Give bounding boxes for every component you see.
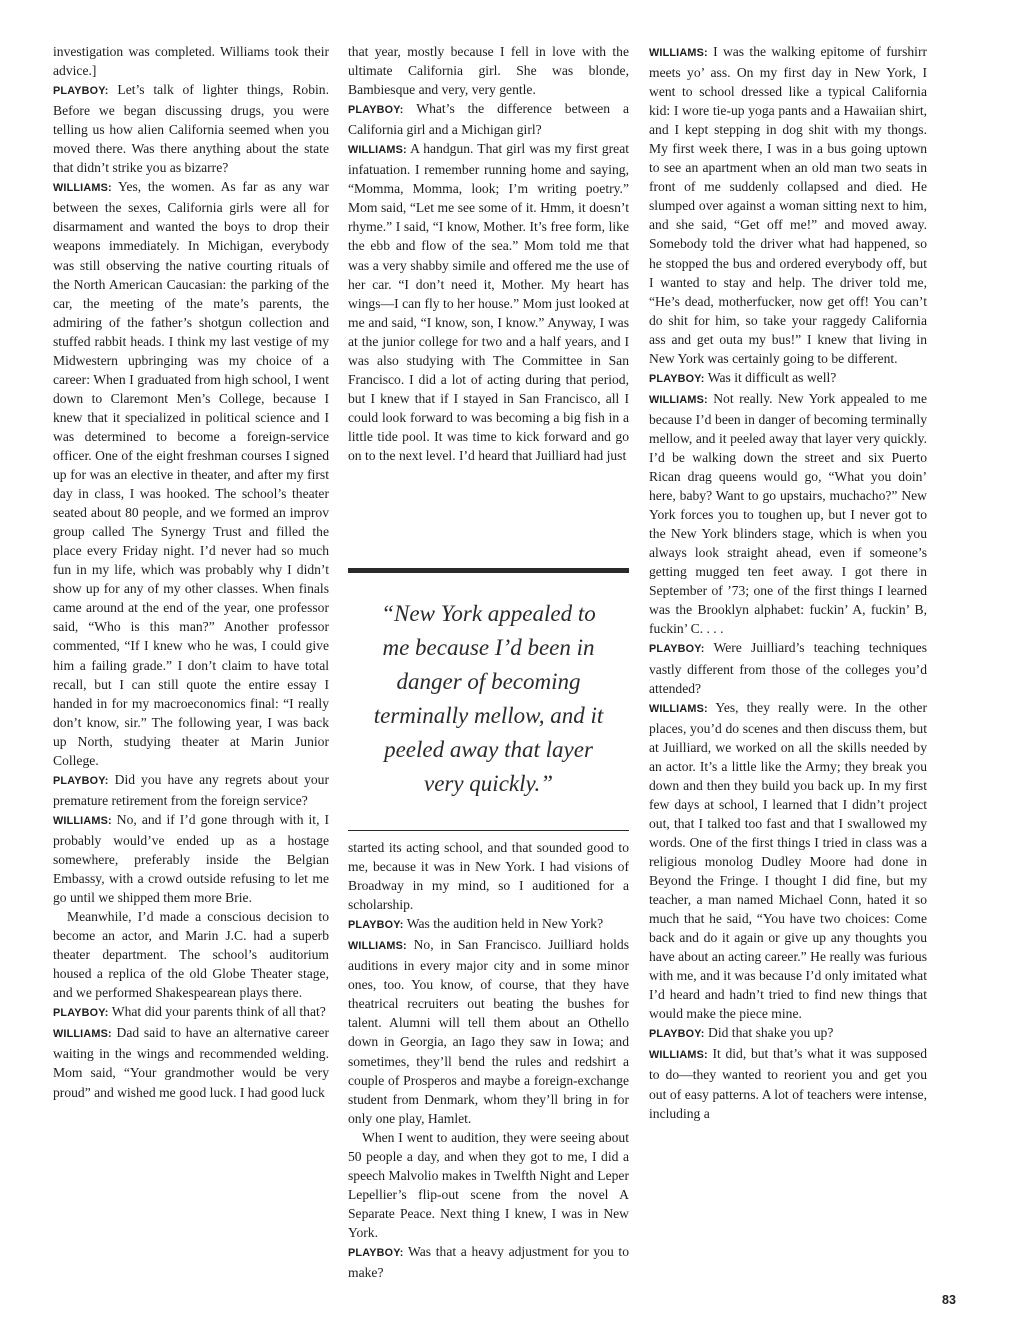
speaker-label: PLAYBOY:	[649, 372, 705, 385]
paragraph-text: No, in San Francisco. Juilliard holds auditions in every major city and in some minor ones, too. You know, of course, that they have theatrical recruiters out beating the bushes for talent. Alumni will tell them about an Othello down in Georgia, an Iago they saw in Iowa; and sometimes, they’ll bend the rules and redshirt a couple of Prosperos and maybe a foreign-exchange student from Denmark, whom they’ll bring in for only one play, Hamlet.	[348, 937, 629, 1126]
paragraph-text: What’s the difference between a California girl and a Michigan girl?	[348, 101, 629, 138]
paragraph-text: started its acting school, and that sounded good to me, because it was in New York. I had visions of Broadway in my mind, so I auditioned for a scholarship.	[348, 840, 629, 913]
speaker-label: WILLIAMS:	[53, 1028, 112, 1041]
paragraph-text: A handgun. That girl was my first great infatuation. I remember running home and saying, “Momma, Momma, look; I’m writing poetry.” Mom said, “Let me see some of it. Hmm, it doesn’t rhyme.” I said, “I know, Mother. It’s free form, like the ebb and flow of the sea.” Mom told me that was a very shabby simile and offered me the use of her car. “I don’t need it, Mother. My heart has wings—I can fly to her house.” Mom just looked at me and said, “I know, son, I know.” Anyway, I was at the junior college for two and a half years, and I was also studying with The Committee in San Francisco. I did a lot of acting during that period, but I knew that if I stayed in San Francisco, all I could look forward to was becoming a big fish in a little tide pool. It was time to kick forward and go on to the next level. I’d heard that Juilliard had just	[348, 141, 629, 463]
page-number: 83	[942, 1293, 956, 1307]
paragraph-text: When I went to audition, they were seeing about 50 people a day, and when they got to me, I did a speech Malvolio makes in Twelfth Night and Leper Lepellier’s flip-out scene from the novel A Separate Peace. Next thing I knew, I was in New York.	[348, 1129, 629, 1240]
text-column-2-top	[348, 42, 629, 465]
paragraph-text: Was that a heavy adjustment for you to make?	[348, 1243, 630, 1281]
paragraph	[53, 907, 329, 1002]
speaker-label: WILLIAMS:	[53, 814, 112, 827]
paragraph-text: Yes, they really were. In the other places, you’d do scenes and then discuss them, but at Juilliard, we worked on all the skills needed by an actor. It’s a little like the Army; they break you down and then they build you back up. In my first few days at school, I learned that I didn’t project out, that I talked too fast and that I swallowed my words. One of the first things I tried in class was a religious monolog Dudley Moore had done in Beyond the Fringe. I thought I did fine, but my teacher, a man named Michael Conn, hated it so much that he said, “You have two choices: Come back and do it again or give up any thoughts you have about an acting career.” He really was furious with me, and it was because I’d only imitated what I’d heard and hadn’t tried to find new things that would make the piece mine.	[649, 699, 927, 1022]
text-column-2-bottom	[348, 838, 629, 1282]
paragraph-text: It did, but that’s what it was supposed to do—they wanted to reorient you and get you out of easy patterns. A lot of teachers were intense, including a	[649, 1046, 927, 1121]
speaker-label: PLAYBOY:	[348, 919, 404, 932]
paragraph-text: Yes, the women. As far as any war between the sexes, California girls were all for disarmament and wanted the boys to drop their weapons immediately. In Michigan, everybody was still observing the native courting rituals of the North American Caucasian: the parking of the car, the meeting of the mate’s parents, the admiring of the father’s shotgun collection and stuffed rabbit heads. I think my last vestige of my Midwestern upbringing was my choice of a career: When I graduated from high school, I went down to Claremont Men’s College, because I knew that it specialized in political science and I was determined to become a foreign-service officer. One of the eight freshman courses I signed up for was an elective in theater, and after my first day in class, I was hooked. The school’s theater seated about 80 people, and we formed an improv group called The Synergy Trust and filled the place every Friday night. I’d never had so much fun in my life, which was probably why I didn’t show up for any of my other classes. When finals came around at the end of the year, one professor said, “Who is this man?” Another professor commented, “If I knew who he was, I could give him a failing grade.” I don’t claim to have total recall, but I can still quote the entire essay I handed in for my macroeconomics final: “I really don’t know, sir.” The following year, I was back up North, studying theater at Marin Junior College.	[53, 179, 329, 768]
paragraph-text: Meanwhile, I’d made a conscious decision to become an actor, and Marin J.C. had a superb theater department. The school’s auditorium housed a replica of the old Globe Theater stage, and we performed Shakespearean plays there.	[53, 909, 329, 1001]
speaker-label: WILLIAMS:	[348, 940, 407, 953]
paragraph	[53, 80, 329, 177]
paragraph-text: Did that shake you up?	[708, 1025, 834, 1041]
paragraph-text: Were Juilliard’s teaching techniques vastly different from those of the colleges you’d attended?	[649, 640, 928, 696]
paragraph-text: that year, mostly because I fell in love with the ultimate California girl. She was blonde, Bambiesque and very, very gentle.	[348, 44, 629, 98]
paragraph-text: Not really. New York appealed to me because I’d been in danger of becoming terminally mellow, and it peeled away that layer very quickly. I’d be walking down the street and six Puerto Rican drag queens would go, “What you doin’ here, baby? Want to go upstairs, muchacho?” New York forces you to toughen up, but I never got to the New York blinders stage, which is when you always look straight ahead, even if someone’s getting mugged ten feet away. I got there in September of ’73; one of the first things I learned was the Brooklyn alphabet: fuckin’ A, fuckin’ B, fuckin’ C. . . .	[649, 390, 927, 637]
paragraph	[53, 1023, 329, 1101]
speaker-label: PLAYBOY:	[649, 1028, 705, 1041]
paragraph-text: Dad said to have an alternative career waiting in the wings and recommended welding. Mom said, “Your grandmother would be very proud” and wished me good luck. I had good luck	[53, 1025, 329, 1100]
paragraph	[53, 177, 329, 769]
paragraph	[348, 914, 629, 935]
paragraph	[53, 42, 329, 80]
text-column-3	[649, 42, 927, 1123]
paragraph-text: Did you have any regrets about your premature retirement from the foreign service?	[53, 771, 329, 808]
paragraph	[649, 42, 927, 368]
paragraph-text: investigation was completed. Williams took their advice.]	[53, 44, 329, 79]
speaker-label: PLAYBOY:	[53, 85, 109, 98]
paragraph	[348, 1128, 629, 1242]
paragraph	[649, 389, 927, 639]
speaker-label: WILLIAMS:	[53, 182, 112, 195]
paragraph	[348, 1242, 629, 1282]
pull-quote: “New York appealed to me because I’d been in danger of becoming terminally mellow, and it peeled away that layer very quickly.”	[373, 600, 604, 796]
paragraph-text: Let’s talk of lighter things, Robin. Before we began discussing drugs, you were telling us how alien California seemed when you moved there. Was there anything about the state that didn’t strike you as bizarre?	[53, 82, 329, 176]
speaker-label: WILLIAMS:	[649, 702, 708, 715]
speaker-label: WILLIAMS:	[649, 1049, 708, 1062]
paragraph-text: I was the walking epitome of furshirr meets yo’ ass. On my first day in New York, I went to school dressed like a typical California kid: I wore tie-up yoga pants and a Hawaiian shirt, and I kept stepping in dog shit with my thongs. My first week there, I was in a bus going uptown to see an apartment when an old man two seats in front of me suddenly collapsed and died. He slumped over against a woman sitting next to him, and she said, “Get off me!” and moved away. Somebody told the driver what had happened, so he stopped the bus and ordered everybody off, but I wanted to stay and help. The driver told me, “He’s dead, motherfucker, now get off! You can’t do shit for him, so take your raggedy California ass and get outa my bus!” I knew that living in New York was certainly going to be different.	[649, 44, 927, 366]
speaker-label: PLAYBOY:	[53, 774, 109, 787]
paragraph	[649, 638, 927, 697]
speaker-label: WILLIAMS:	[649, 47, 708, 59]
paragraph	[53, 1002, 329, 1023]
paragraph	[649, 698, 927, 1024]
speaker-label: PLAYBOY:	[649, 643, 705, 656]
paragraph-text: No, and if I’d gone through with it, I probably would’ve ended up as a hostage somewhere, preferably inside the Belgian Embassy, with a crowd outside refusing to let me go until we shipped them more Brie.	[53, 811, 329, 906]
paragraph-text: What did your parents think of all that?	[111, 1004, 326, 1020]
paragraph	[649, 368, 927, 389]
paragraph	[348, 139, 629, 465]
text-column-1	[53, 42, 329, 1102]
speaker-label: PLAYBOY:	[348, 1246, 404, 1259]
paragraph	[348, 99, 629, 139]
paragraph	[348, 42, 629, 99]
pull-quote-box	[348, 568, 629, 831]
paragraph	[53, 810, 329, 907]
paragraph	[348, 838, 629, 914]
speaker-label: WILLIAMS:	[649, 393, 708, 406]
paragraph-text: Was it difficult as well?	[707, 369, 837, 385]
speaker-label: WILLIAMS:	[348, 144, 407, 157]
paragraph	[53, 770, 329, 810]
paragraph-text: Was the audition held in New York?	[406, 916, 604, 932]
speaker-label: PLAYBOY:	[348, 104, 404, 117]
speaker-label: PLAYBOY:	[53, 1007, 109, 1020]
paragraph	[348, 935, 629, 1127]
paragraph	[649, 1023, 927, 1044]
paragraph	[649, 1044, 927, 1122]
